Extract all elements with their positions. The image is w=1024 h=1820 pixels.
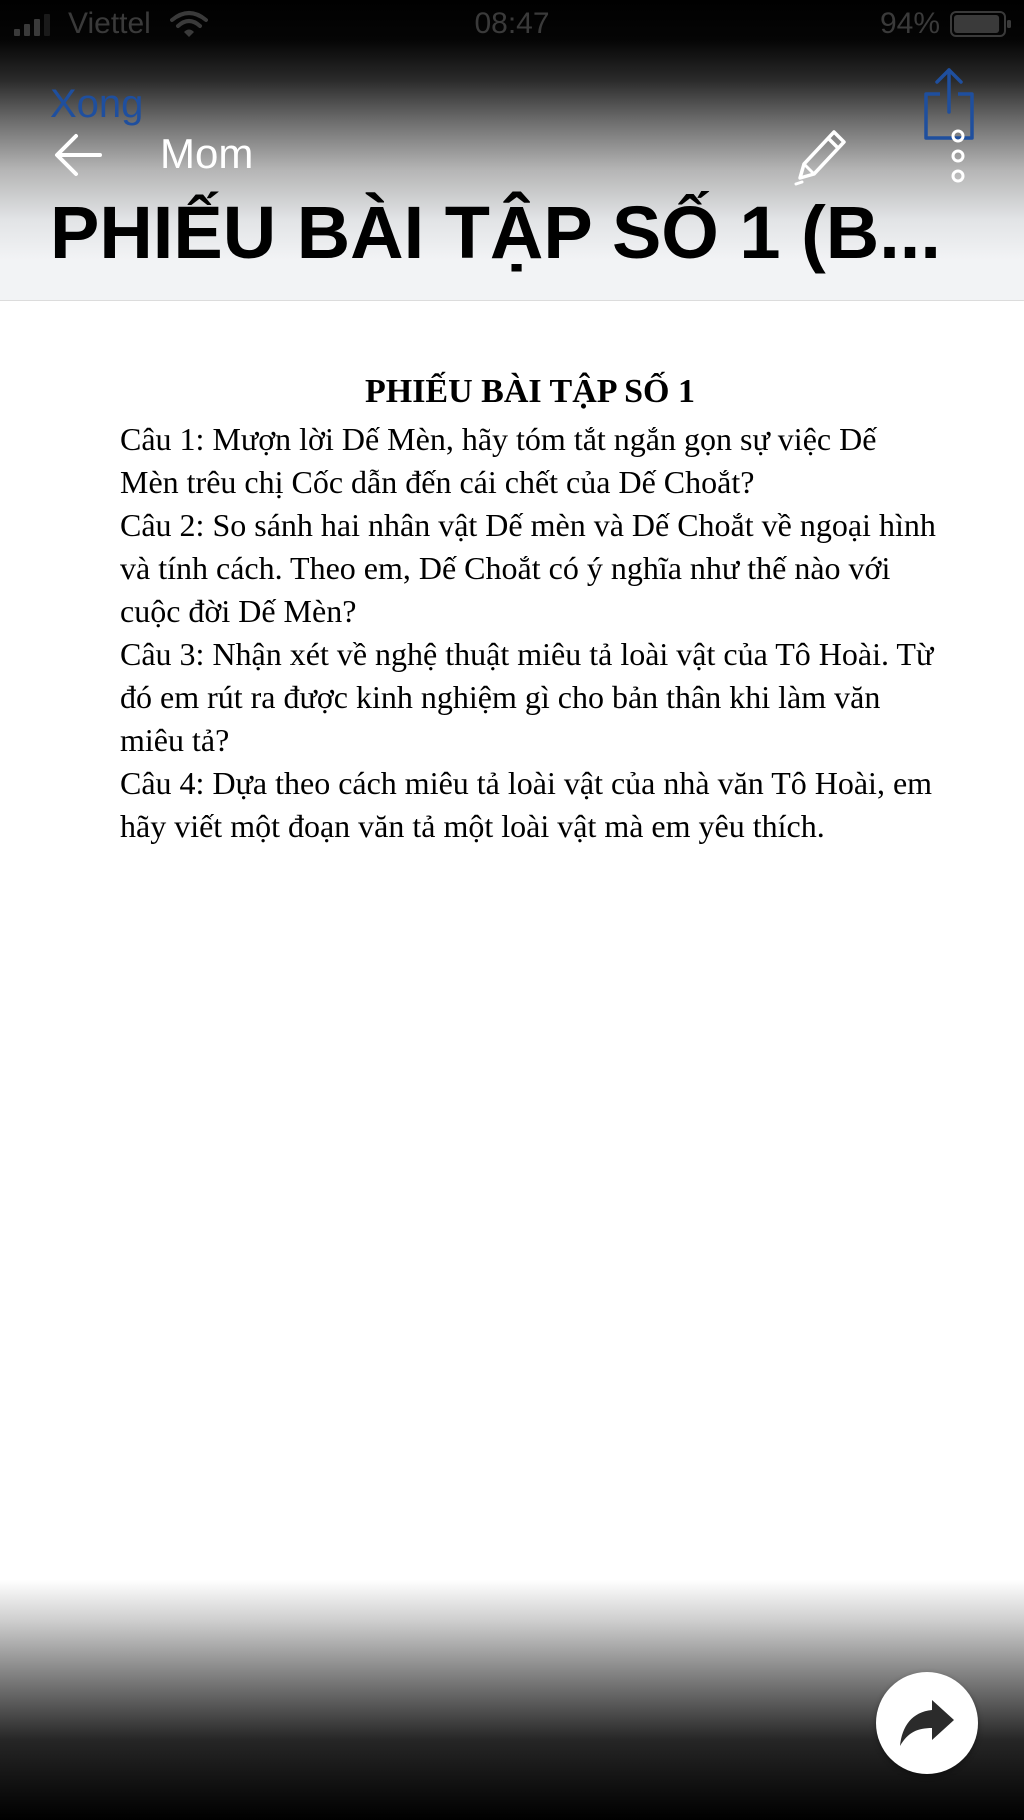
more-vertical-icon[interactable] xyxy=(946,128,970,184)
document-title: PHIẾU BÀI TẬP SỐ 1 (B... xyxy=(50,191,941,274)
arrow-left-icon[interactable] xyxy=(52,130,104,180)
status-bar xyxy=(0,0,1024,48)
question-1: Câu 1: Mượn lời Dế Mèn, hãy tóm tắt ngắn gọn sự việc Dế Mèn trêu chị Cốc dẫn đến cái chết của Dế Choắt? xyxy=(120,421,877,500)
forward-button[interactable] xyxy=(876,1672,978,1774)
pencil-icon[interactable] xyxy=(790,124,850,188)
signal-strength-icon xyxy=(14,14,52,36)
question-4: Câu 4: Dựa theo cách miêu tả loài vật của nhà văn Tô Hoài, em hãy viết một đoạn văn tả một loài vật mà em yêu thích. xyxy=(120,765,933,844)
document-heading: PHIẾU BÀI TẬP SỐ 1 xyxy=(364,373,695,410)
battery-fill xyxy=(954,15,999,33)
status-time: 08:47 xyxy=(474,7,550,40)
battery-percent: 94% xyxy=(880,7,941,40)
done-button[interactable]: Xong xyxy=(50,82,144,126)
sender-name: Mom xyxy=(160,130,254,177)
document-content xyxy=(120,370,940,848)
footer-background xyxy=(0,1580,1024,1820)
forward-arrow-icon xyxy=(898,1696,956,1750)
question-2: Câu 2: So sánh hai nhân vật Dế mèn và Dế Choắt về ngoại hình và tính cách. Theo em, Dế Choắt có ý nghĩa như thế nào với cuộc đời Dế Mèn? xyxy=(120,507,936,629)
question-3: Câu 3: Nhận xét về nghệ thuật miêu tả loài vật của Tô Hoài. Từ đó em rút ra được kinh nghiệm gì cho bản thân khi làm văn miêu tả? xyxy=(120,636,934,758)
wifi-icon xyxy=(170,10,208,38)
carrier-name: Viettel xyxy=(68,7,151,40)
battery-icon xyxy=(950,10,1012,38)
